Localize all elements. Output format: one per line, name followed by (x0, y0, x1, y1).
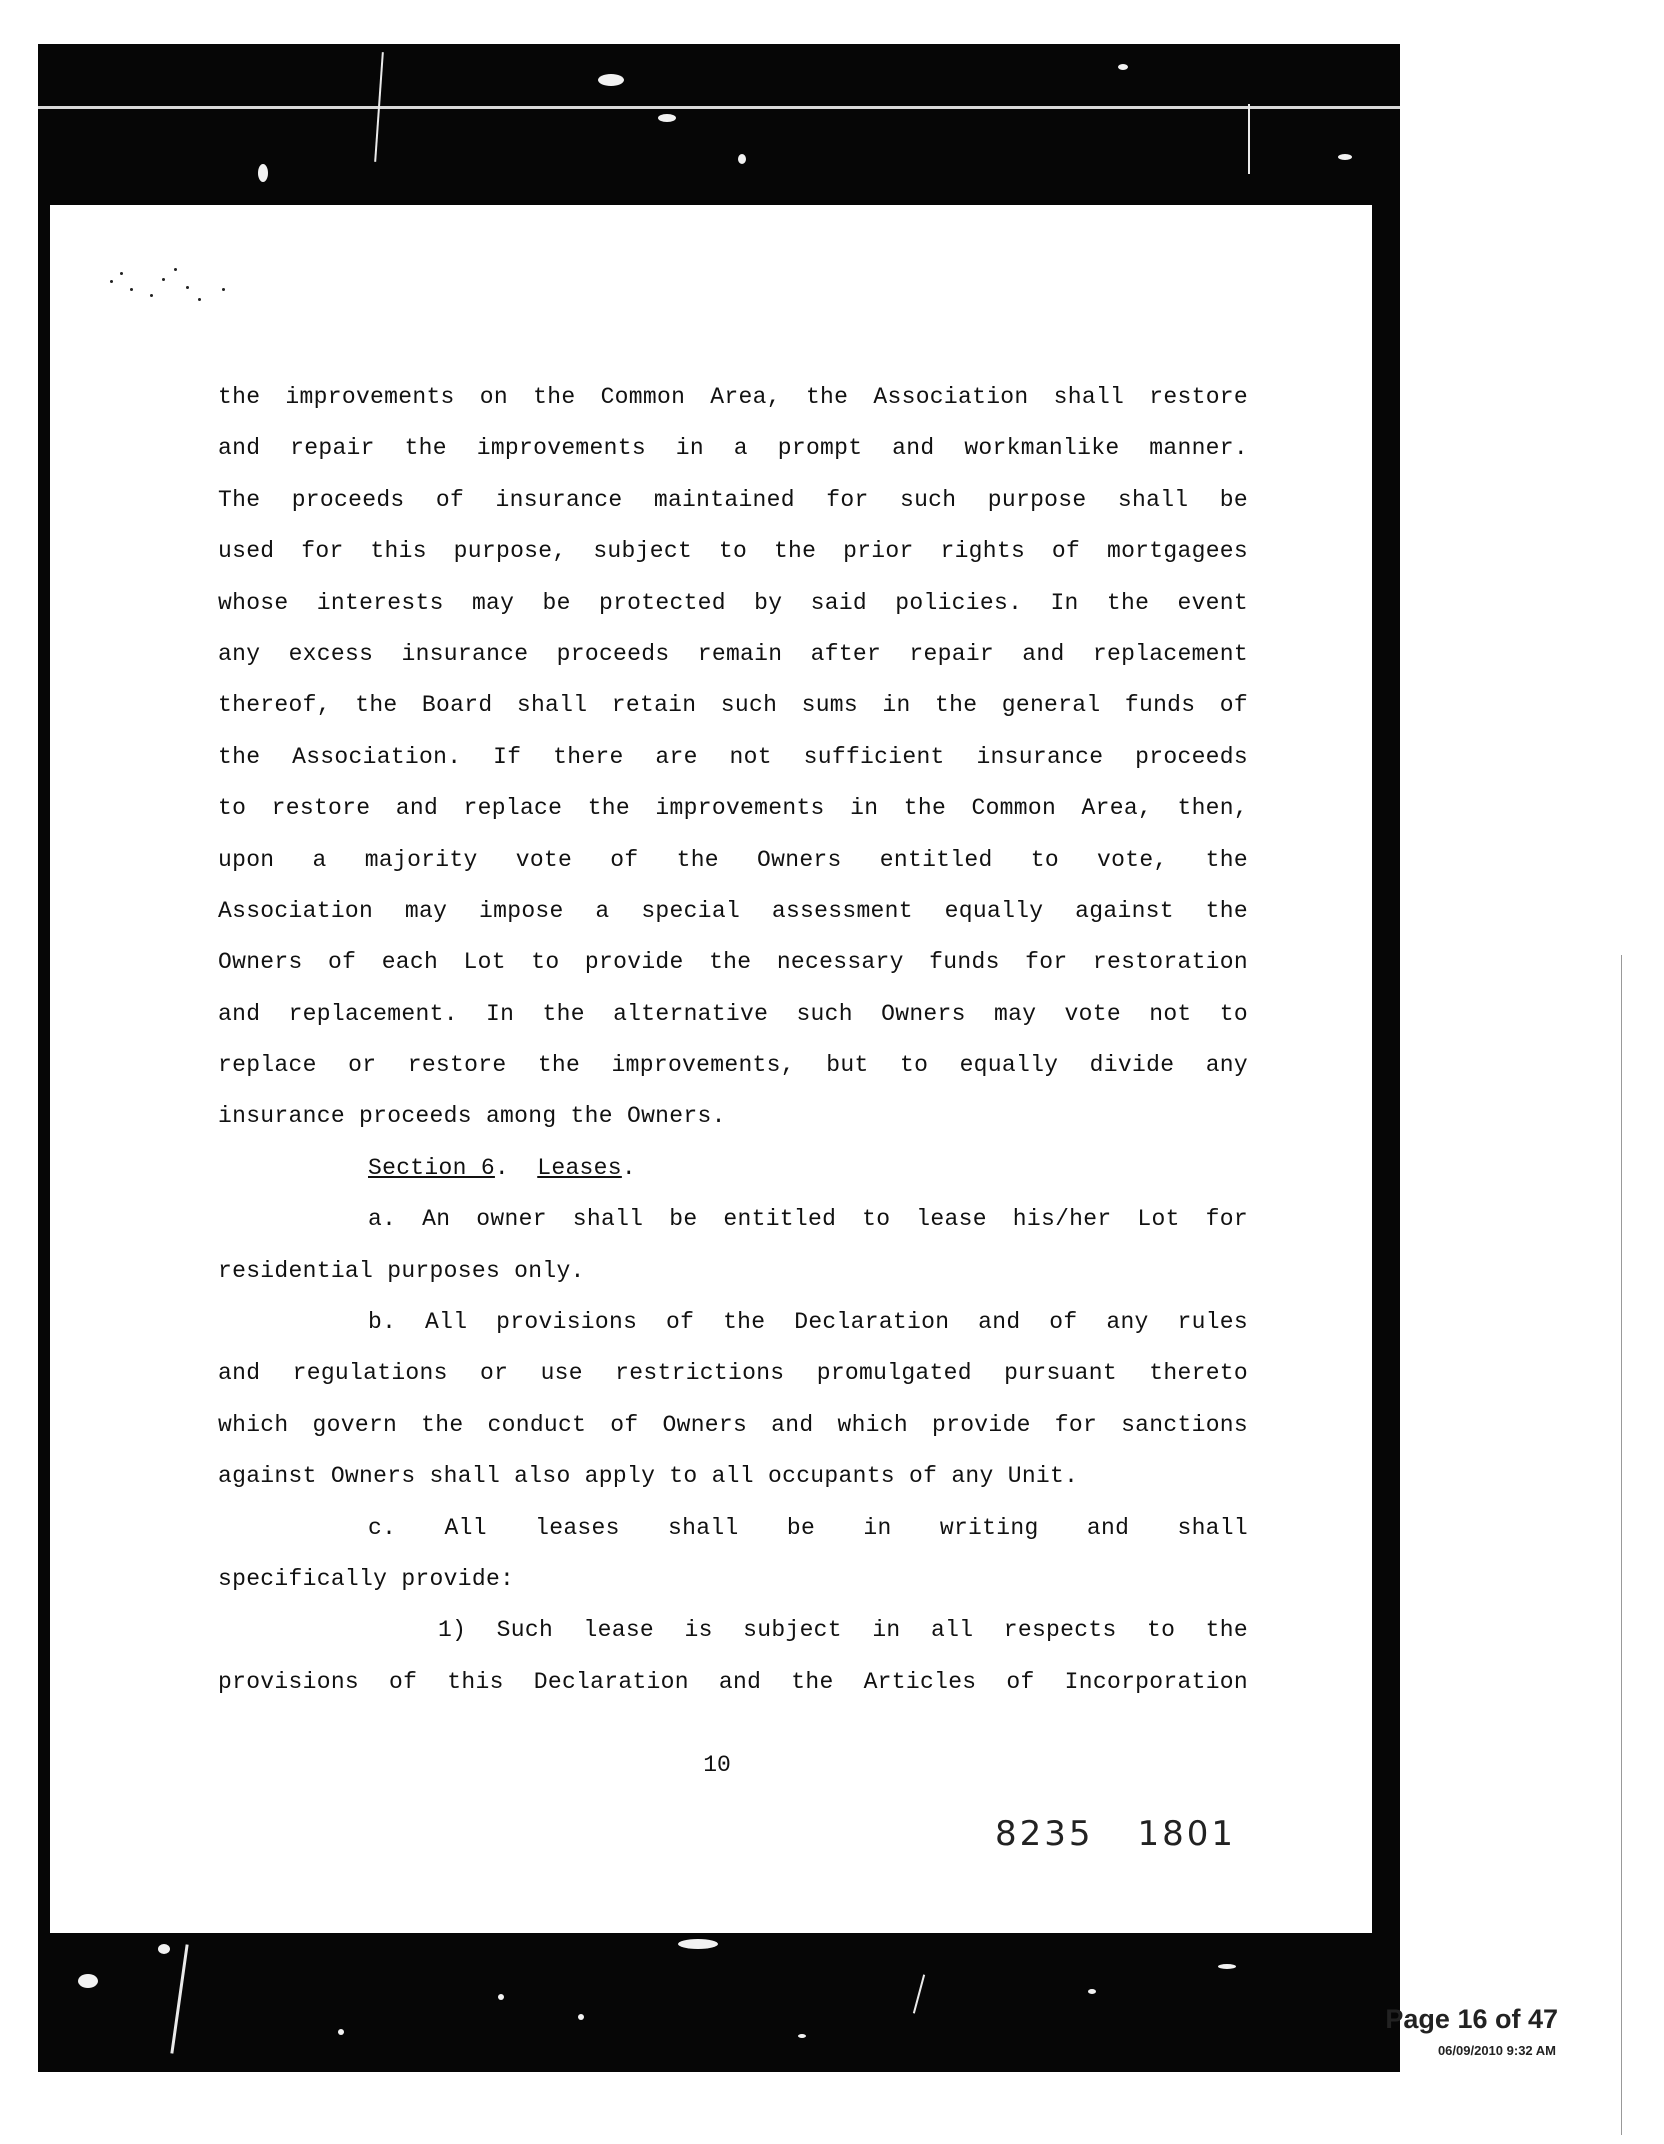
text-line: used for this purpose, subject to the prior rights of mortgagees (218, 538, 1248, 565)
section-separator: . (494, 1154, 538, 1181)
scan-speckle (1088, 1989, 1096, 1994)
scan-speckle (498, 1994, 504, 2000)
scan-streak (170, 1944, 188, 2053)
document-body (218, 372, 1248, 1708)
text-line: provisions of this Declaration and the Articles of Incorporation (218, 1668, 1248, 1695)
text-line: which govern the conduct of Owners and which provide for sanctions (218, 1411, 1248, 1438)
book-page-number: 1801 (1137, 1814, 1237, 1854)
scan-speckle (158, 1944, 170, 1954)
text-line: a. An owner shall be entitled to lease his/her Lot for (368, 1206, 1248, 1233)
scan-streak (1248, 104, 1250, 174)
text-line: upon a majority vote of the Owners entitled to vote, the (218, 846, 1248, 873)
scan-speckle (678, 1939, 718, 1949)
text-line: Owners of each Lot to provide the necessary funds for restoration (218, 949, 1248, 976)
scan-speckle (1218, 1964, 1236, 1969)
text-line: to restore and replace the improvements in the Common Area, then, (218, 795, 1248, 822)
text-line: the Association. If there are not sufficient insurance proceeds (218, 743, 1248, 770)
scan-speckle (798, 2034, 806, 2038)
scan-speckle (1338, 154, 1352, 160)
text-line: 1) Such lease is subject in all respects to the (438, 1617, 1248, 1644)
text-line: replace or restore the improvements, but to equally divide any (218, 1052, 1248, 1079)
scan-speckle (578, 2014, 584, 2020)
scan-dots (100, 258, 240, 318)
section-number: Section 6 (368, 1154, 495, 1181)
text-line: any excess insurance proceeds remain after repair and replacement (218, 640, 1248, 667)
section-heading (218, 1143, 1248, 1194)
scan-speckle (338, 2029, 344, 2035)
text-line: against Owners shall also apply to all occupants of any Unit. (218, 1463, 1079, 1490)
text-line: c. All leases shall be in writing and shall (368, 1514, 1248, 1541)
text-line: and replacement. In the alternative such Owners may vote not to (218, 1000, 1248, 1027)
footer-timestamp: 06/09/2010 9:32 AM (1437, 2043, 1556, 2058)
book-number: 8235 (995, 1814, 1094, 1854)
scan-streak (913, 1974, 925, 2013)
text-line: and regulations or use restrictions promulgated pursuant thereto (218, 1360, 1248, 1387)
scan-speckle (658, 114, 676, 122)
text-line: specifically provide: (218, 1565, 515, 1592)
scan-speckle (598, 74, 624, 86)
scan-speckle (1118, 64, 1128, 70)
text-line: Association may impose a special assessment equally against the (218, 897, 1248, 924)
text-line: thereof, the Board shall retain such sums in the general funds of (218, 692, 1248, 719)
text-line: The proceeds of insurance maintained for such purpose shall be (218, 486, 1248, 513)
scan-speckle (258, 164, 268, 182)
section-title: Leases (537, 1154, 622, 1181)
text-line: whose interests may be protected by said policies. In the event (218, 589, 1248, 616)
footer-page-label: Page 16 of 47 (1385, 2004, 1558, 2034)
scan-speckle (78, 1974, 98, 1988)
text-line: and repair the improvements in a prompt and workmanlike manner. (218, 435, 1248, 462)
scan-speckle (738, 154, 746, 164)
text-line: insurance proceeds among the Owners. (218, 1103, 726, 1130)
section-end: . (621, 1154, 636, 1181)
book-page-stamp (995, 1814, 1236, 1854)
scan-edge-line (1621, 955, 1622, 2135)
scan-streak (374, 52, 384, 162)
text-line: b. All provisions of the Declaration and of any rules (368, 1309, 1248, 1336)
text-line: the improvements on the Common Area, the Association shall restore (218, 384, 1248, 410)
text-line: residential purposes only. (218, 1257, 585, 1284)
page-number: 10 (703, 1752, 731, 1778)
